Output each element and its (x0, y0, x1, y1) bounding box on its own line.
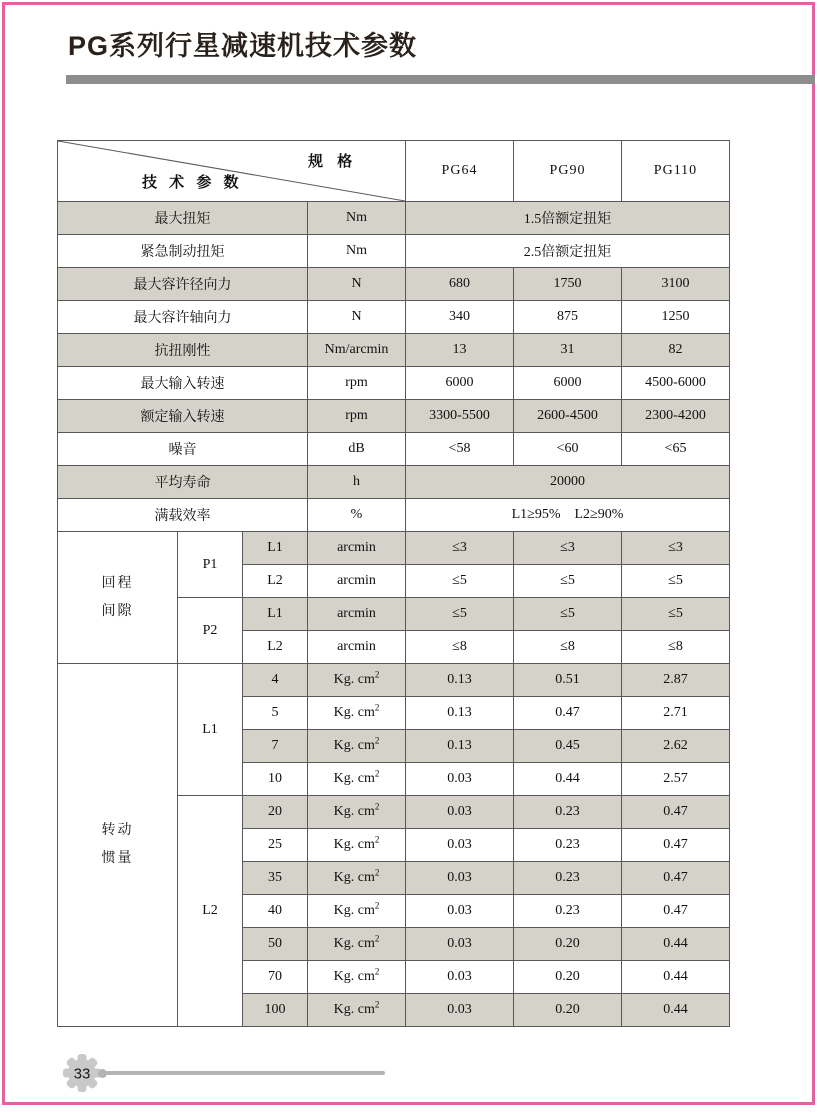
value-cell: 0.23 (514, 895, 622, 928)
unit-cell: Kg. $cm^2$ (308, 961, 406, 994)
value-cell: ≤3 (514, 532, 622, 565)
value-cell: 875 (514, 301, 622, 334)
table-row (58, 202, 730, 235)
value-cell: 0.03 (406, 928, 514, 961)
value-cell: 2.62 (622, 730, 730, 763)
unit-cell: Kg. $cm^2$ (308, 928, 406, 961)
ratio-cell: 20 (243, 796, 308, 829)
unit-cell: Kg. $cm^2$ (308, 994, 406, 1027)
value-cell: <65 (622, 433, 730, 466)
unit-cell: Kg. $cm^2$ (308, 862, 406, 895)
value-cell: 0.13 (406, 664, 514, 697)
value-cell: 2.57 (622, 763, 730, 796)
value-cell: 82 (622, 334, 730, 367)
value-cell: 1250 (622, 301, 730, 334)
value-cell: 0.44 (622, 994, 730, 1027)
unit-cell: Nm (308, 202, 406, 235)
table-row (58, 334, 730, 367)
value-cell: ≤5 (514, 565, 622, 598)
value-cell: <58 (406, 433, 514, 466)
table-row (58, 268, 730, 301)
value-cell: 3100 (622, 268, 730, 301)
value-cell: 0.03 (406, 796, 514, 829)
stage-group-label: L1 (178, 664, 243, 796)
unit-cell: Kg. $cm^2$ (308, 796, 406, 829)
unit-cell: arcmin (308, 631, 406, 664)
value-cell: <60 (514, 433, 622, 466)
header-param-label: 技 术 参 数 (142, 174, 243, 191)
value-cell: 4500-6000 (622, 367, 730, 400)
table-row (58, 400, 730, 433)
value-cell: 0.45 (514, 730, 622, 763)
value-cell: ≤8 (514, 631, 622, 664)
value-cell: ≤5 (622, 565, 730, 598)
value-cell: 0.47 (622, 862, 730, 895)
header-spec-label: 规 格 (308, 153, 358, 170)
row-label: 噪音 (58, 433, 308, 466)
row-label: 满载效率 (58, 499, 308, 532)
value-cell: 31 (514, 334, 622, 367)
ratio-cell: 5 (243, 697, 308, 730)
table-row (58, 433, 730, 466)
unit-cell: Kg. $cm^2$ (308, 763, 406, 796)
unit-cell: Nm/arcmin (308, 334, 406, 367)
stage-group-label: L2 (178, 796, 243, 1027)
footer-rule-line (106, 1071, 385, 1075)
value-cell: 2.5倍额定扭矩 (406, 235, 730, 268)
value-cell: 0.44 (622, 961, 730, 994)
value-cell: 340 (406, 301, 514, 334)
value-cell: 0.03 (406, 994, 514, 1027)
level-cell: L1 (243, 532, 308, 565)
value-cell: 0.13 (406, 730, 514, 763)
value-cell: ≤8 (622, 631, 730, 664)
value-cell: 0.03 (406, 961, 514, 994)
unit-cell: N (308, 268, 406, 301)
table-row (58, 235, 730, 268)
unit-cell: Kg. $cm^2$ (308, 697, 406, 730)
table-row (58, 499, 730, 532)
value-cell: ≤5 (622, 598, 730, 631)
unit-cell: N (308, 301, 406, 334)
unit-cell: rpm (308, 367, 406, 400)
value-cell: ≤5 (406, 598, 514, 631)
value-cell: ≤3 (622, 532, 730, 565)
page-number: 33 (73, 1065, 91, 1083)
value-cell: 0.20 (514, 928, 622, 961)
backlash-group-label: 回程 间隙 (58, 532, 178, 664)
row-label: 抗扭刚性 (58, 334, 308, 367)
value-cell: 680 (406, 268, 514, 301)
value-cell: 0.03 (406, 895, 514, 928)
ratio-cell: 25 (243, 829, 308, 862)
value-cell: 13 (406, 334, 514, 367)
value-cell: 2.87 (622, 664, 730, 697)
value-cell: 0.47 (514, 697, 622, 730)
value-cell: 0.03 (406, 829, 514, 862)
precision-group-label: P1 (178, 532, 243, 598)
row-label: 最大输入转速 (58, 367, 308, 400)
value-cell: 0.20 (514, 994, 622, 1027)
title-underline-bar (66, 75, 815, 84)
value-cell: ≤3 (406, 532, 514, 565)
value-cell: 2600-4500 (514, 400, 622, 433)
value-cell: 0.51 (514, 664, 622, 697)
ratio-cell: 35 (243, 862, 308, 895)
value-cell: 0.23 (514, 829, 622, 862)
value-cell: 1.5倍额定扭矩 (406, 202, 730, 235)
level-cell: L2 (243, 565, 308, 598)
level-cell: L2 (243, 631, 308, 664)
table-row (58, 367, 730, 400)
value-cell: 6000 (406, 367, 514, 400)
unit-cell: Kg. $cm^2$ (308, 829, 406, 862)
unit-cell: rpm (308, 400, 406, 433)
table-row (58, 466, 730, 499)
unit-cell: Nm (308, 235, 406, 268)
row-label: 额定输入转速 (58, 400, 308, 433)
value-cell: 0.03 (406, 763, 514, 796)
value-cell: 6000 (514, 367, 622, 400)
ratio-cell: 7 (243, 730, 308, 763)
inertia-group-label: 转动 惯量 (58, 664, 178, 1027)
value-cell: 0.03 (406, 862, 514, 895)
value-cell: 0.47 (622, 895, 730, 928)
value-cell: 0.13 (406, 697, 514, 730)
unit-cell: arcmin (308, 532, 406, 565)
row-label: 紧急制动扭矩 (58, 235, 308, 268)
unit-cell: % (308, 499, 406, 532)
row-label: 最大容许径向力 (58, 268, 308, 301)
ratio-cell: 50 (243, 928, 308, 961)
row-label: 最大容许轴向力 (58, 301, 308, 334)
unit-cell: Kg. $cm^2$ (308, 730, 406, 763)
page-title: PG系列行星减速机技术参数 (68, 31, 418, 61)
ratio-cell: 100 (243, 994, 308, 1027)
value-cell: ≤8 (406, 631, 514, 664)
precision-group-label: P2 (178, 598, 243, 664)
unit-cell: Kg. $cm^2$ (308, 895, 406, 928)
table-row (58, 301, 730, 334)
value-cell: 20000 (406, 466, 730, 499)
value-cell: 0.47 (622, 796, 730, 829)
unit-cell: Kg. $cm^2$ (308, 664, 406, 697)
column-header-pg64: PG64 (406, 141, 514, 202)
value-cell: 0.44 (622, 928, 730, 961)
table-corner-cell (58, 141, 406, 202)
value-cell: ≤5 (406, 565, 514, 598)
row-label: 平均寿命 (58, 466, 308, 499)
unit-cell: h (308, 466, 406, 499)
unit-cell: arcmin (308, 598, 406, 631)
table-header-row (58, 141, 730, 202)
value-cell: 3300-5500 (406, 400, 514, 433)
value-cell: 0.44 (514, 763, 622, 796)
unit-cell: dB (308, 433, 406, 466)
value-cell: ≤5 (514, 598, 622, 631)
column-header-pg90: PG90 (514, 141, 622, 202)
ratio-cell: 40 (243, 895, 308, 928)
row-label: 最大扭矩 (58, 202, 308, 235)
value-cell: 0.47 (622, 829, 730, 862)
value-cell: 1750 (514, 268, 622, 301)
ratio-cell: 70 (243, 961, 308, 994)
column-header-pg110: PG110 (622, 141, 730, 202)
unit-cell: arcmin (308, 565, 406, 598)
ratio-cell: 4 (243, 664, 308, 697)
level-cell: L1 (243, 598, 308, 631)
table-row (58, 664, 730, 697)
table-row (58, 532, 730, 565)
value-cell: 0.23 (514, 862, 622, 895)
ratio-cell: 10 (243, 763, 308, 796)
value-cell: 0.23 (514, 796, 622, 829)
value-cell: 2.71 (622, 697, 730, 730)
value-cell: 0.20 (514, 961, 622, 994)
value-cell: L1≥95% L2≥90% (406, 499, 730, 532)
spec-table (57, 140, 730, 1027)
value-cell: 2300-4200 (622, 400, 730, 433)
